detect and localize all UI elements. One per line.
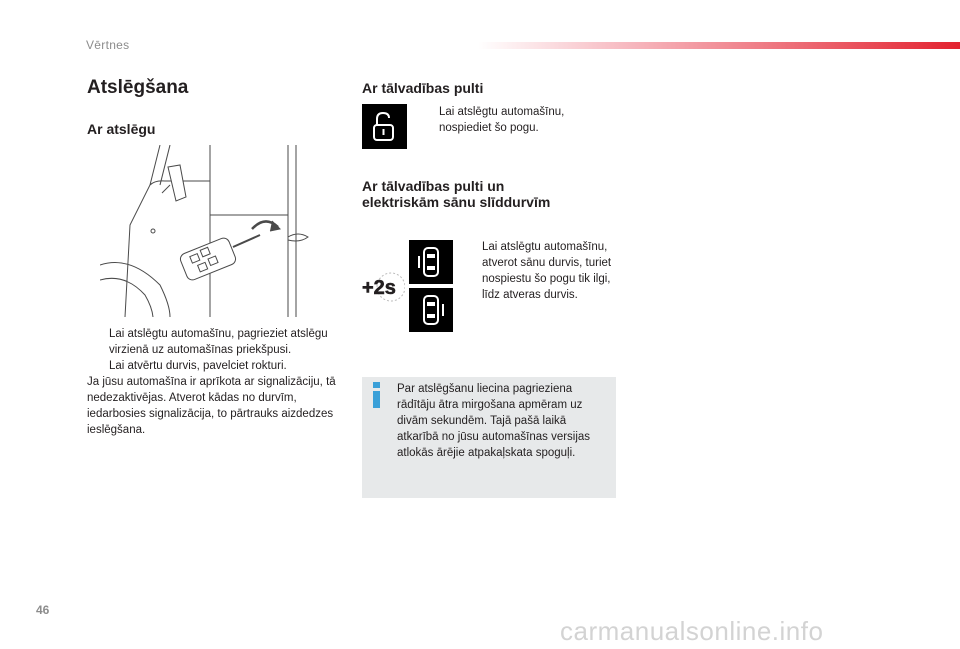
key-in-door-illustration bbox=[100, 145, 320, 317]
key-instructions bbox=[87, 326, 343, 438]
watermark: carmanualsonline.info bbox=[560, 616, 824, 646]
list-item: Lai atslēgtu automašīnu, nospiediet šo pogu. bbox=[439, 106, 565, 134]
page-title: Atslēgšana bbox=[87, 77, 189, 98]
header-accent-bar bbox=[478, 42, 960, 49]
alarm-note: Ja jūsu automašīna ir aprīkota ar signalizāciju, tā nedezaktivējas. Atverot kādas no durvīm, iedarbosies signalizācija, to pārtrauks aizdedzes ieslēgšana. bbox=[87, 376, 336, 436]
sliding-door-right-icon bbox=[409, 288, 453, 332]
list-item: Lai atslēgtu automašīnu, atverot sānu durvis, turiet nospiestu šo pogu tik ilgi, līdz atveras durvis. bbox=[482, 241, 612, 301]
hold-2-seconds-icon bbox=[361, 269, 405, 305]
page-number: 46 bbox=[36, 603, 50, 617]
subtitle-key: Ar atslēgu bbox=[87, 121, 156, 137]
section-header: Vērtnes bbox=[86, 38, 130, 52]
sliding-door-left-icon bbox=[409, 240, 453, 284]
remote-instruction bbox=[417, 104, 597, 136]
subtitle-sliding-doors: Ar tālvadības pulti un elektriskām sānu slīddurvīm bbox=[362, 178, 551, 210]
unlock-padlock-icon bbox=[362, 104, 407, 149]
sliding-door-instruction bbox=[460, 239, 620, 303]
subtitle-remote: Ar tālvadības pulti bbox=[362, 80, 484, 96]
hold-duration-label: +2s bbox=[362, 277, 396, 299]
list-item: Lai atvērtu durvis, pavelciet rokturi. bbox=[109, 360, 287, 372]
list-item: Lai atslēgtu automašīnu, pagrieziet atslēgu virzienā uz automašīnas priekšpusi. bbox=[109, 328, 328, 356]
info-text: Par atslēgšanu liecina pagrieziena rādītāju ātra mirgošana apmēram uz divām sekundēm. Tajā pašā laikā atkarībā no jūsu automašīnas versijas atlokās ārējie atpakaļskata spoguļi. bbox=[397, 383, 591, 459]
info-icon bbox=[368, 380, 386, 410]
